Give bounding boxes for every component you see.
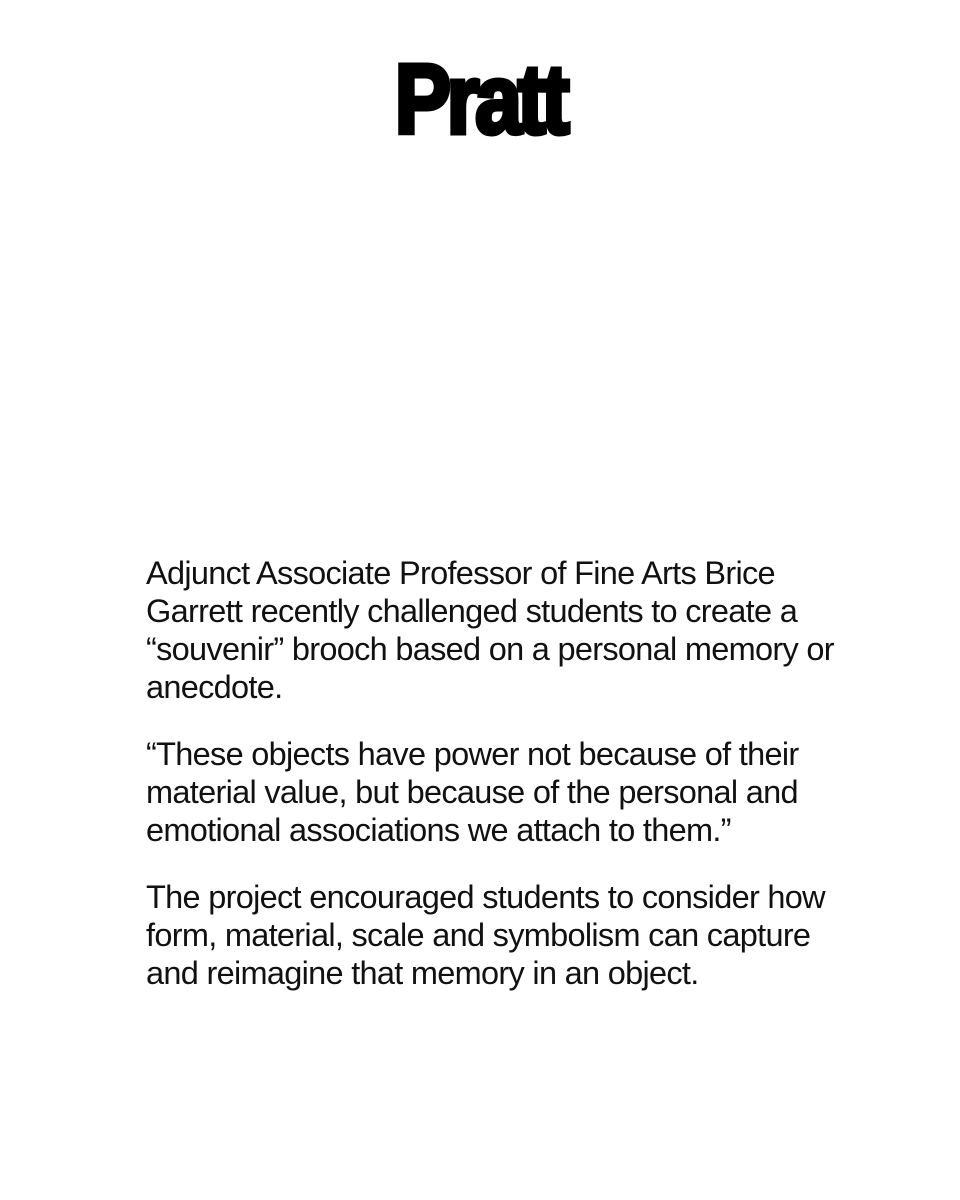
body-text — [146, 554, 866, 1021]
paragraph-intro: Adjunct Associate Professor of Fine Arts Brice Garrett recently challenged students to create a “souvenir” brooch based on a personal memory or anecdote. — [146, 555, 834, 705]
pratt-logo: Pratt — [394, 44, 566, 154]
paragraph-project: The project encouraged students to consider how form, material, scale and symbolism can capture and reimagine that memory in an object. — [146, 879, 825, 991]
paragraph-quote: “These objects have power not because of their material value, but because of the personal and emotional associations we attach to them.” — [146, 736, 799, 848]
